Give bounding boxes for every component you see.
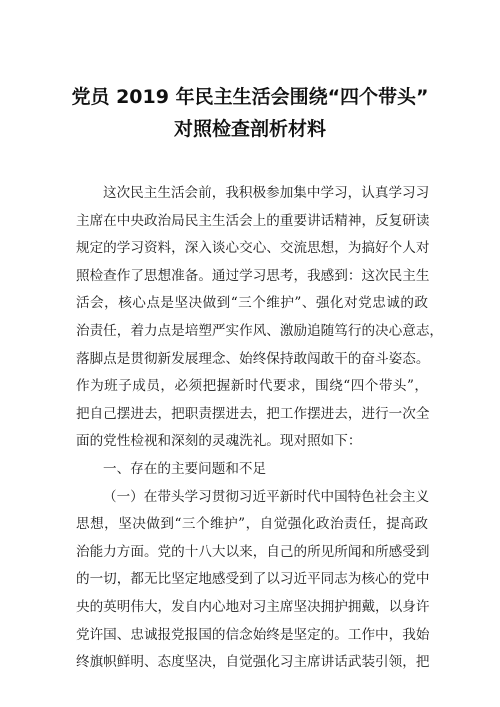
body-line: 规定的学习资料，深入谈心交心、交流思想，为搞好个人对 (76, 240, 430, 257)
body-line: 党许国、忠诚报党报国的信念始终是坚定的。工作中，我始 (76, 626, 430, 643)
section-heading: 一、存在的主要问题和不足 (103, 460, 267, 477)
document-body (76, 180, 444, 677)
document-title-line-1: 党员 2019 年民主生活会围绕“四个带头” (71, 86, 429, 108)
body-line: 主席在中央政治局民主生活会上的重要讲话精神，反复研读 (76, 212, 430, 229)
body-line: 照检查作了思想准备。通过学习思考，我感到：这次民主生 (76, 267, 430, 284)
body-line: 活会，核心点是坚决做到“三个维护”、强化对党忠诚的政 (76, 295, 428, 312)
body-line: 治责任，着力点是培塑严实作风、激励追随笃行的决心意志， (76, 322, 444, 339)
body-line: 作为班子成员，必须把握新时代要求，围绕“四个带头”， (76, 378, 428, 395)
body-line: 落脚点是贯彻新发展理念、始终保持敢闯敢干的奋斗姿态。 (76, 350, 430, 367)
body-line: 的一切，都无比坚定地感受到了以习近平同志为核心的党中 (76, 571, 430, 588)
document-title-line-2: 对照检查剖析材料 (173, 118, 326, 140)
body-line: 面的党性检视和深刻的灵魂洗礼。现对照如下： (76, 433, 362, 450)
body-line: 治能力方面。党的十八大以来，自己的所见所闻和所感受到 (76, 543, 430, 560)
body-line: （一）在带头学习贯彻习近平新时代中国特色社会主义 (103, 488, 430, 505)
body-line: 把自己摆进去，把职责摆进去，把工作摆进去，进行一次全 (76, 405, 430, 422)
body-line: 思想，坚决做到“三个维护”，自觉强化政治责任，提高政 (76, 516, 428, 533)
body-line: 这次民主生活会前，我积极参加集中学习，认真学习习 (103, 185, 430, 201)
body-line: 央的英明伟大，发自内心地对习主席坚决拥护拥戴，以身许 (76, 598, 430, 615)
body-line: 终旗帜鲜明、态度坚决，自觉强化习主席讲话武装引领，把 (76, 654, 430, 671)
